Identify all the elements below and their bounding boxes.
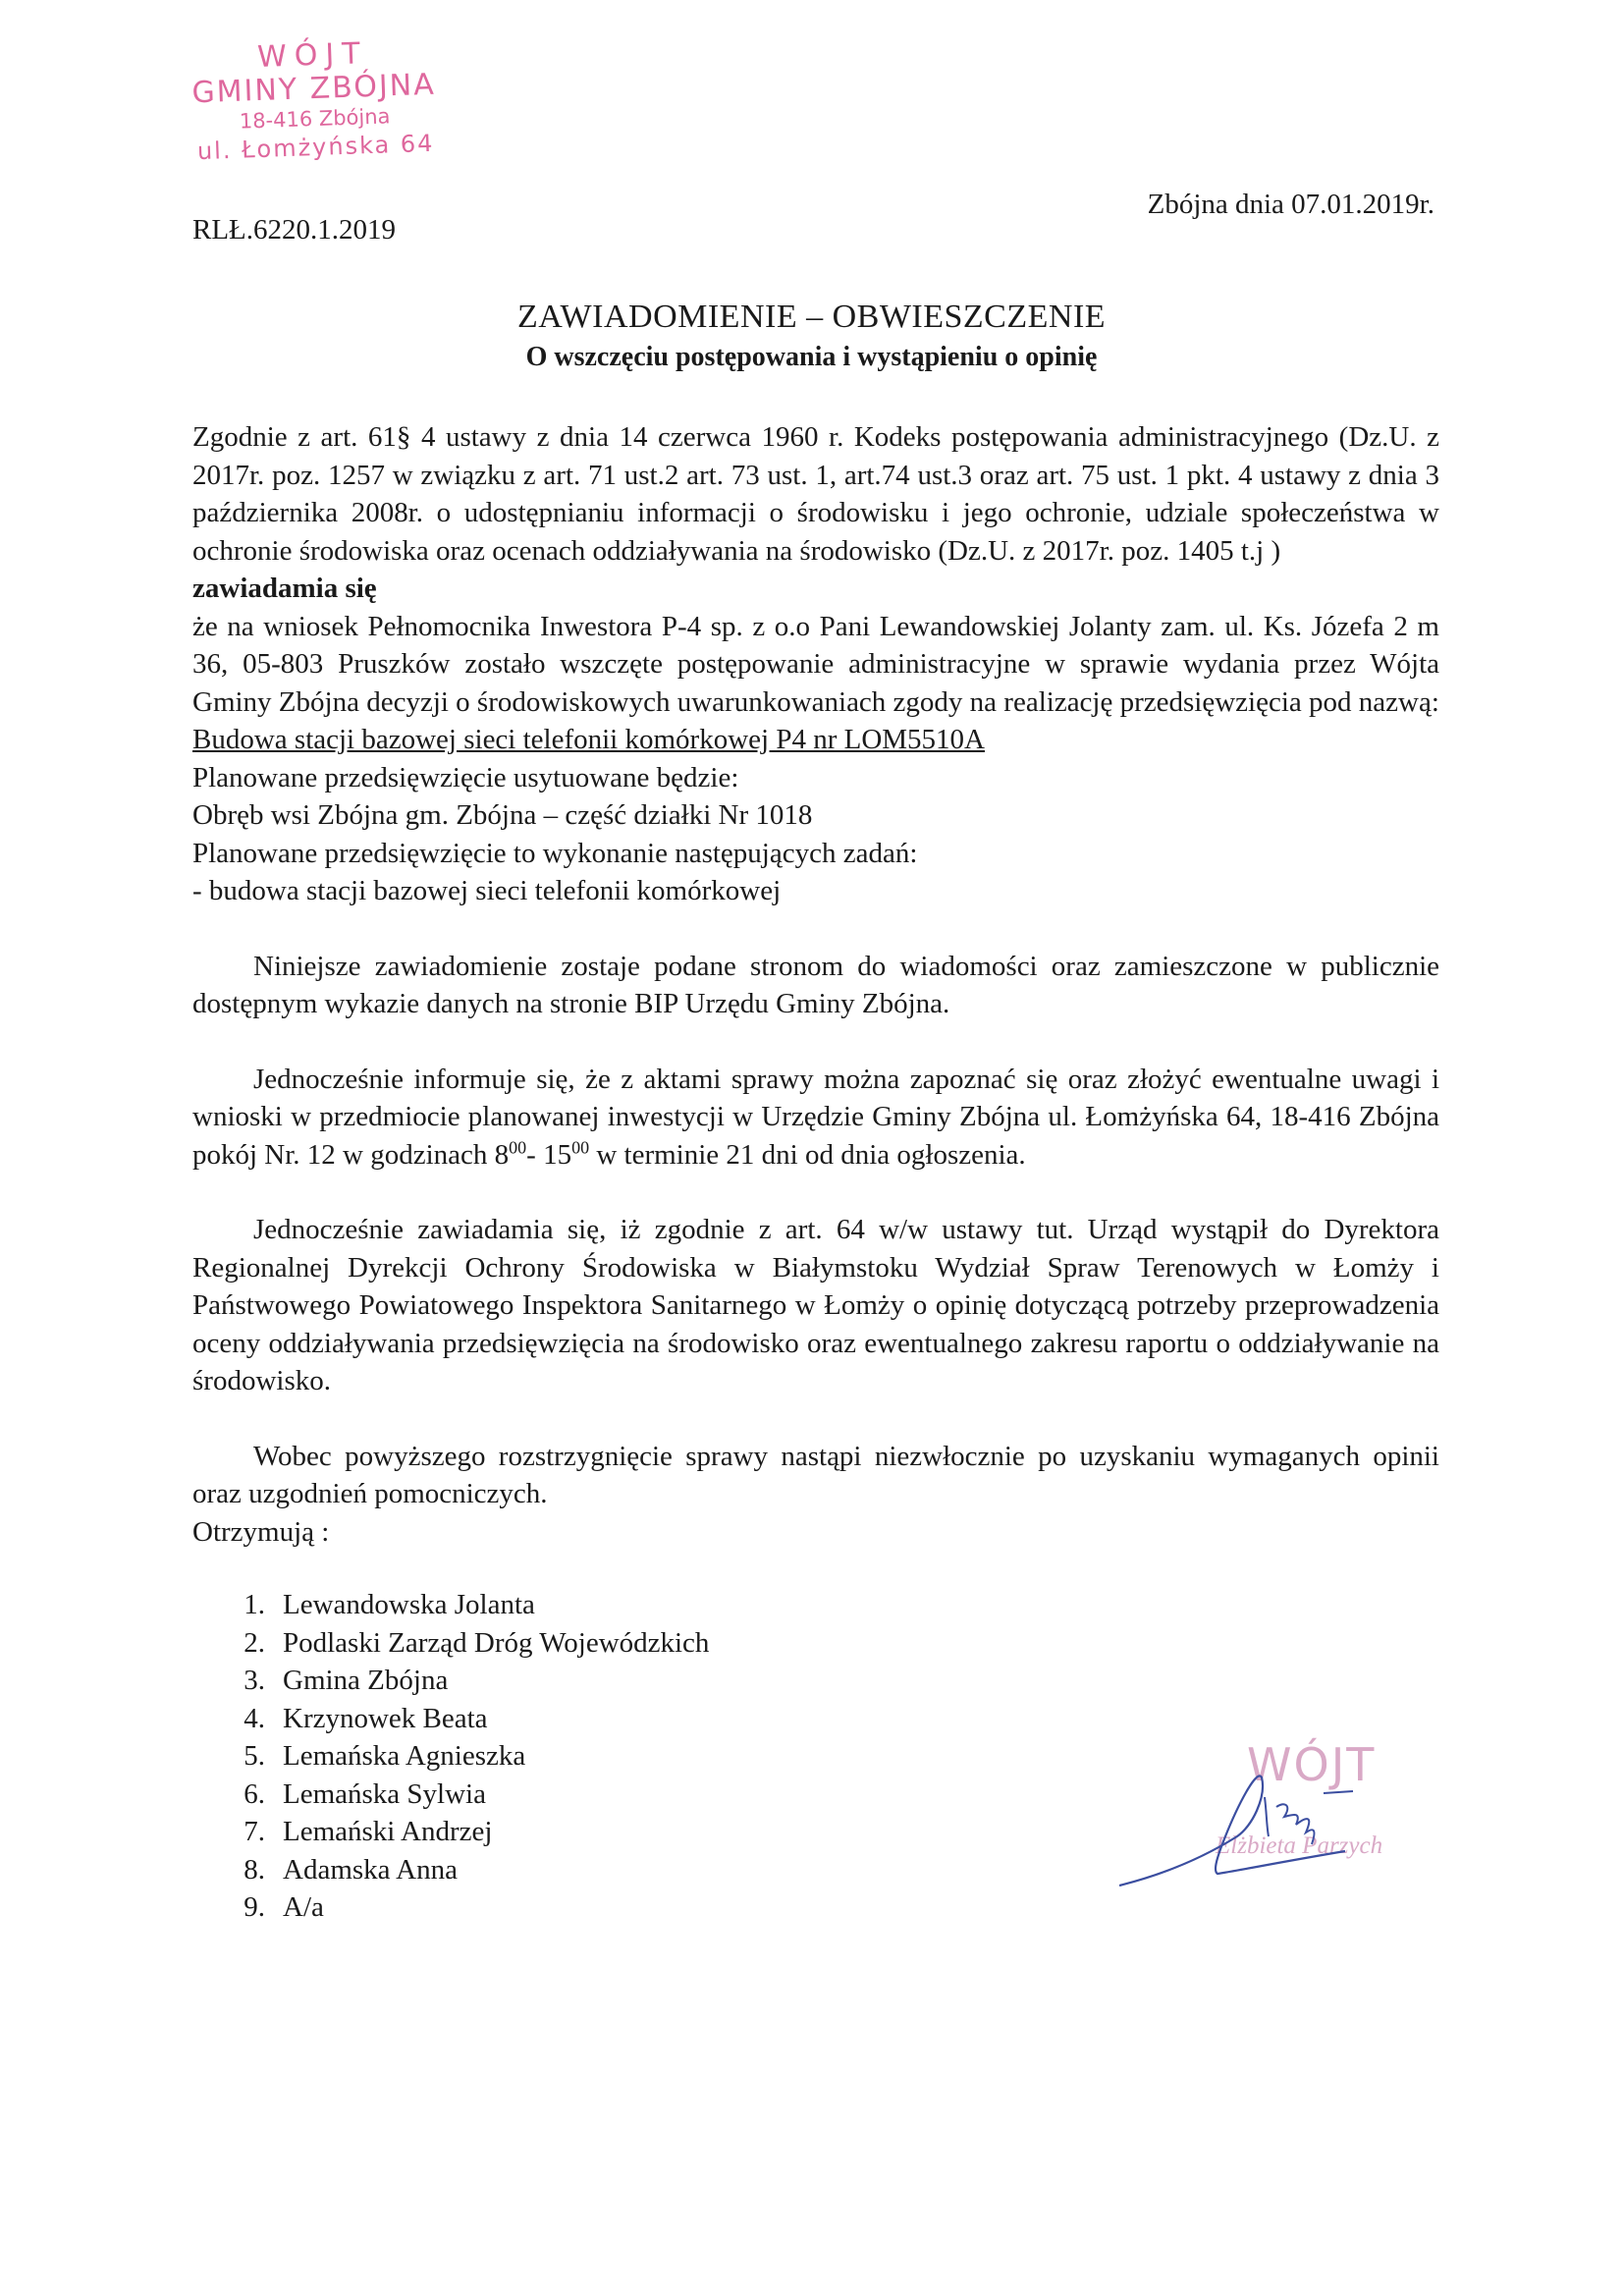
inspection-text-end: w terminie 21 dni od dnia ogłoszenia. [589,1138,1026,1171]
recipient-name: Adamska Anna [283,1853,458,1886]
document-body [192,418,1439,1927]
recipient-number: 7. [243,1816,265,1847]
inspection-paragraph [192,1061,1439,1175]
hours-separator: - 15 [526,1138,572,1171]
recipient-name: Lemański Andrzej [283,1816,493,1847]
notify-heading: zawiadamia się [192,573,377,604]
recipient-name: Krzynowek Beata [283,1702,488,1734]
signature-block [1119,1738,1414,1915]
hours-to-superscript: 00 [571,1136,590,1157]
handwritten-signature [1119,1738,1414,1915]
stamp-line-3: 18-416 Zbójna [239,104,391,134]
location-intro: Planowane przedsięwzięcie usytuowane będzie: [192,761,739,793]
recipient-item [192,1586,1439,1624]
inspection-text: Jednocześnie informuje się, że z aktami sprawy można zapoznać się oraz złożyć ewentualne uwagi i wnioski w przedmiocie planowanej inwestycji w Urzędzie Gminy Zbójna ul. Łomżyńska 64, 18-416 Zbójna pokój Nr. 12 w godzinach 8 [192,1063,1439,1171]
application-paragraph: że na wniosek Pełnomocnika Inwestora P-4 sp. z o.o Pani Lewandowskiej Jolanty zam. ul. Ks. Józefa 2 m 36, 05-803 Pruszków zostało wszczęte postępowanie administracyjne w sprawie wydania przez Wójta Gminy Zbójna decyzji o środowiskowych uwarunkowaniach zgody na realizację przedsięwzięcia pod nazwą: [192,610,1439,718]
hours-from-superscript: 00 [509,1136,527,1157]
recipient-item [192,1662,1439,1700]
tasks-intro: Planowane przedsięwzięcie to wykonanie następujących zadań: [192,837,918,869]
publication-paragraph: Niniejsze zawiadomienie zostaje podane stronom do wiadomości oraz zamieszczone w publicznie dostępnym wykazie danych na stronie BIP Urzędu Gminy Zbójna. [192,950,1439,1019]
signature-stamp-title: WÓJT [1247,1738,1377,1791]
recipient-number: 9. [243,1891,265,1923]
recipient-name: Lemańska Sylwia [283,1777,486,1810]
resolution-paragraph: Wobec powyższego rozstrzygnięcie sprawy nastąpi niezwłocznie po uzyskaniu wymaganych opinii oraz uzgodnień pomocniczych. [192,1440,1439,1509]
recipient-number: 2. [243,1626,265,1659]
stamp-line-1: WÓJT [256,36,369,75]
stamp-line-4: ul. Łomżyńska 64 [196,129,435,166]
document-date: Zbójna dnia 07.01.2019r. [1147,189,1434,220]
recipient-number: 5. [243,1740,265,1772]
recipient-name: Podlaski Zarząd Dróg Wojewódzkich [283,1626,710,1659]
opinion-paragraph: Jednocześnie zawiadamia się, iż zgodnie z art. 64 w/w ustawy tut. Urząd wystąpił do Dyrektora Regionalnej Dyrekcji Ochrony Środowiska w Białymstoku Wydział Spraw Terenowych w Łomży i Państwowego Powiatowego Inspektora Sanitarnego w Łomży o opinię dotyczącą potrzeby przeprowadzenia oceny oddziaływania przedsięwzięcia na środowisko oraz ewentualnego zakresu raportu o oddziaływanie na środowisko. [192,1214,1439,1396]
recipient-name: A/a [283,1891,324,1923]
recipient-number: 3. [243,1665,265,1696]
location: Obręb wsi Zbójna gm. Zbójna – część działki Nr 1018 [192,799,813,831]
recipient-name: Lemańska Agnieszka [283,1740,526,1772]
recipients-label: Otrzymują : [192,1515,330,1548]
recipient-number: 6. [243,1777,265,1810]
recipient-number: 8. [243,1853,265,1886]
legal-basis-paragraph: Zgodnie z art. 61§ 4 ustawy z dnia 14 czerwca 1960 r. Kodeks postępowania administracyjnego (Dz.U. z 2017r. poz. 1257 w związku z art. 71 ust.2 art. 73 ust. 1, art.74 ust.3 oraz art. 75 ust. 1 pkt. 4 ustawy z dnia 3 października 2008r. o udostępnianiu informacji o środowisku i jego ochronie, udziale społeczeństwa w ochronie środowiska oraz ocenach oddziaływania na środowisko (Dz.U. z 2017r. poz. 1405 t.j ) [192,421,1439,567]
recipient-item [192,1700,1439,1738]
task-item: - budowa stacji bazowej sieci telefonii komórkowej [192,875,782,906]
project-name: Budowa stacji bazowej sieci telefonii komórkowej P4 nr LOM5510A [192,724,986,755]
stamp-line-2: GMINY ZBÓJNA [190,67,437,111]
recipient-number: 1. [243,1589,265,1620]
case-number: RLŁ.6220.1.2019 [192,214,397,246]
recipient-name: Gmina Zbójna [283,1665,449,1696]
office-stamp [165,34,463,168]
recipient-name: Lewandowska Jolanta [283,1589,535,1620]
document-title: ZAWIADOMIENIE – OBWIESZCZENIE [516,299,1107,335]
recipient-number: 4. [243,1702,265,1734]
signature-stamp-name: Elżbieta Parzych [1216,1832,1383,1859]
recipient-item [192,1624,1439,1663]
document-subtitle: O wszczęciu postępowania i wystąpieniu o opinię [525,342,1098,372]
